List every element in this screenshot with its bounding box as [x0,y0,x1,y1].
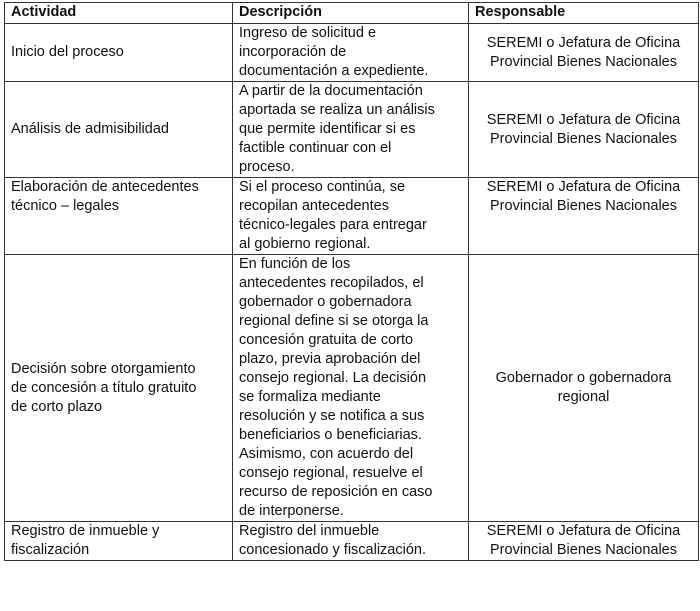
table-row [5,82,699,178]
header-row [5,3,699,24]
table-row [5,522,699,561]
cell-responsable: SEREMI o Jefatura de Oficina Provincial Bienes Nacionales [469,24,699,82]
table-row [5,255,699,522]
cell-actividad: Elaboración de antecedentes técnico – legales [5,178,233,255]
header-actividad: Actividad [5,3,233,24]
cell-responsable: Gobernador o gobernadora regional [469,255,699,522]
header-descripcion: Descripción [233,3,469,24]
cell-actividad: Inicio del proceso [5,24,233,82]
cell-descripcion: En función de los antecedentes recopilados, el gobernador o gobernadora regional define si se otorga la concesión gratuita de corto plazo, previa aprobación del consejo regional. La decisión se formaliza mediante resolución y se notifica a sus beneficiarios o beneficiarias. Asimismo, con acuerdo del consejo regional, resuelve el recurso de reposición en caso de interponerse. [233,255,469,522]
cell-actividad: Decisión sobre otorgamiento de concesión a título gratuito de corto plazo [5,255,233,522]
header-responsable: Responsable [469,3,699,24]
cell-descripcion: Registro del inmueble concesionado y fiscalización. [233,522,469,561]
cell-descripcion: Ingreso de solicitud e incorporación de documentación a expediente. [233,24,469,82]
cell-descripcion: Si el proceso continúa, se recopilan antecedentes técnico-legales para entregar al gobierno regional. [233,178,469,255]
activities-table [4,2,699,561]
table-row [5,24,699,82]
cell-responsable: SEREMI o Jefatura de Oficina Provincial Bienes Nacionales [469,522,699,561]
cell-descripcion: A partir de la documentación aportada se realiza un análisis que permite identificar si es factible continuar con el proceso. [233,82,469,178]
cell-responsable: SEREMI o Jefatura de Oficina Provincial Bienes Nacionales [469,178,699,255]
cell-actividad: Registro de inmueble y fiscalización [5,522,233,561]
cell-responsable: SEREMI o Jefatura de Oficina Provincial Bienes Nacionales [469,82,699,178]
table-row [5,178,699,255]
cell-actividad: Análisis de admisibilidad [5,82,233,178]
